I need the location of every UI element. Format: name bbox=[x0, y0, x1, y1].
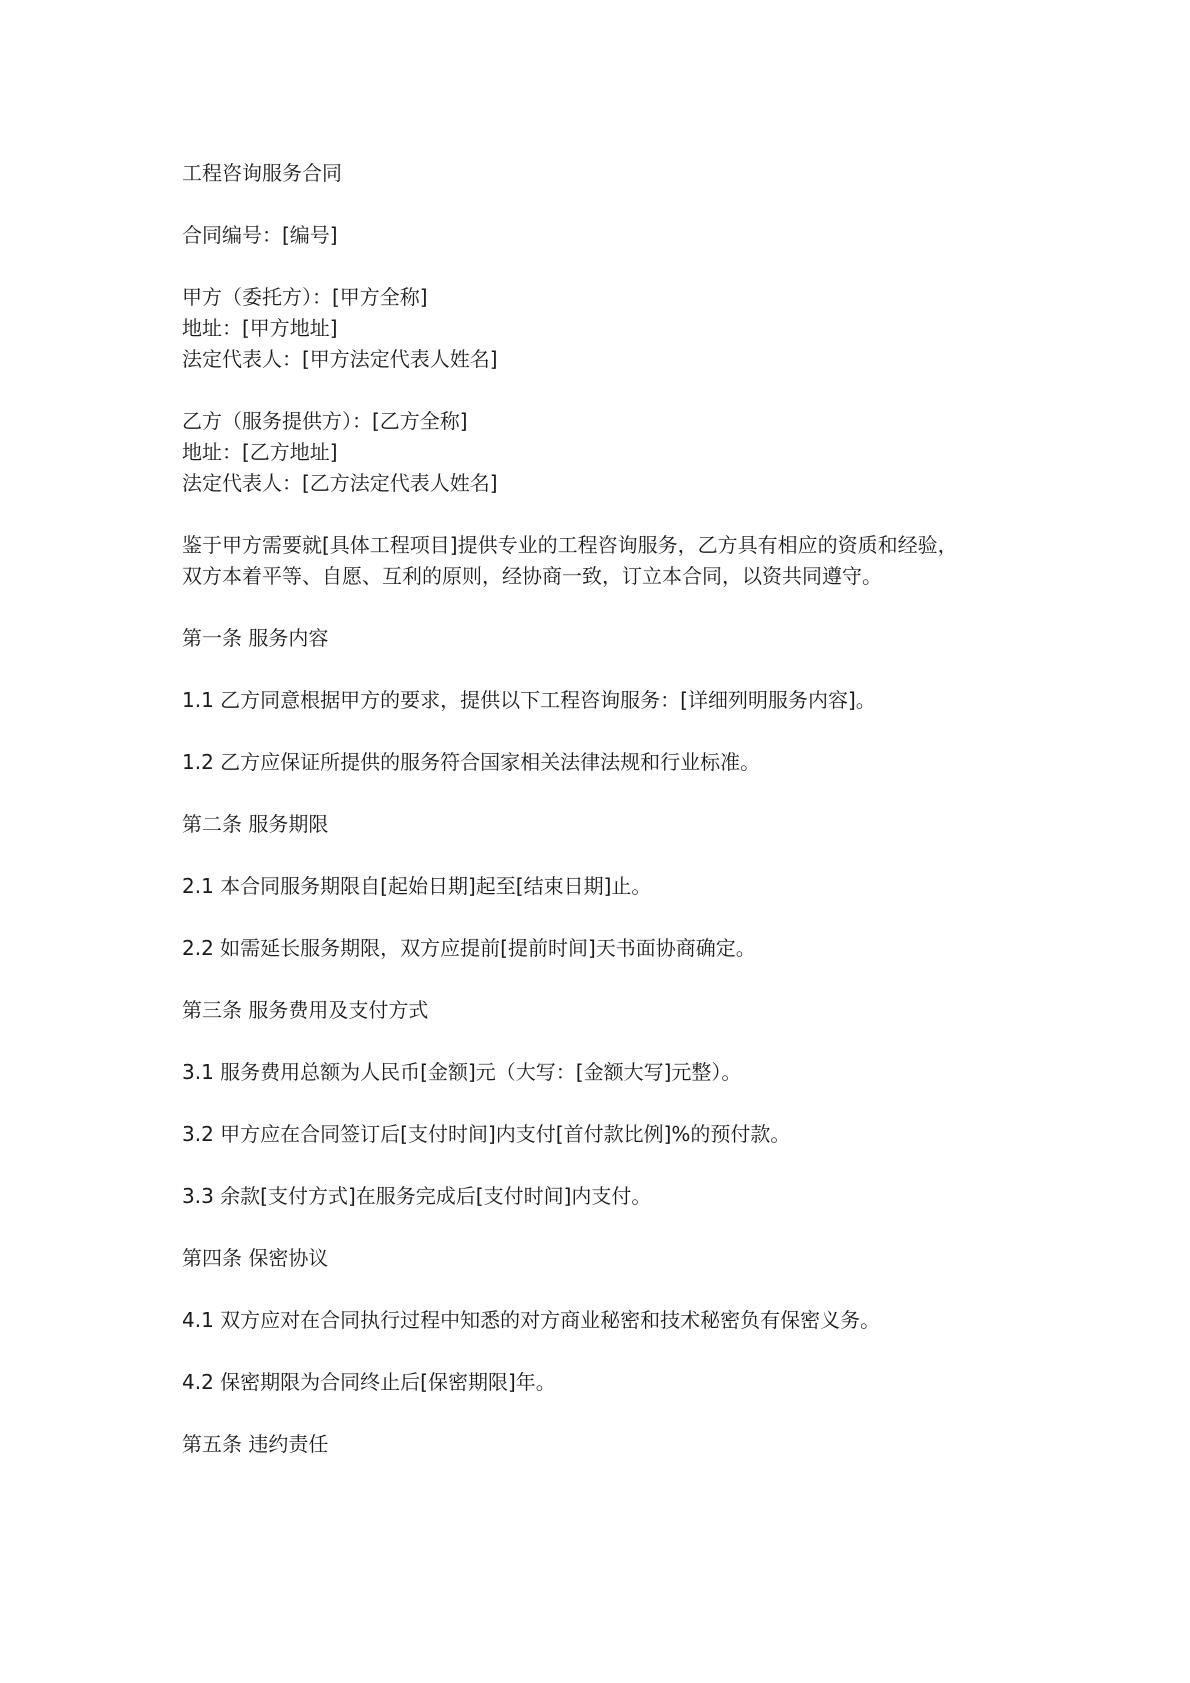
article-heading: 第三条 服务费用及支付方式 bbox=[182, 998, 429, 1022]
clause-text: 4.2 保密期限为合同终止后[保密期限]年。 bbox=[182, 1370, 556, 1394]
party-b-address: 地址：[乙方地址] bbox=[182, 440, 338, 464]
article-heading: 第五条 违约责任 bbox=[182, 1432, 329, 1456]
party-a-name: 甲方（委托方）：[甲方全称] bbox=[182, 285, 428, 309]
party-a-representative: 法定代表人：[甲方法定代表人姓名] bbox=[182, 347, 498, 371]
party-a-block bbox=[182, 282, 1042, 375]
clause-text: 3.1 服务费用总额为人民币[金额]元（大写：[金额大写]元整）。 bbox=[182, 1060, 742, 1084]
clause-text: 1.1 乙方同意根据甲方的要求，提供以下工程咨询服务：[详细列明服务内容]。 bbox=[182, 688, 876, 712]
clause-text: 3.3 余款[支付方式]在服务完成后[支付时间]内支付。 bbox=[182, 1184, 652, 1208]
article-heading: 第四条 保密协议 bbox=[182, 1246, 329, 1270]
article-heading: 第二条 服务期限 bbox=[182, 812, 329, 836]
clause-text: 1.2 乙方应保证所提供的服务符合国家相关法律法规和行业标准。 bbox=[182, 750, 761, 774]
clause-text: 4.1 双方应对在合同执行过程中知悉的对方商业秘密和技术秘密负有保密义务。 bbox=[182, 1308, 881, 1332]
clause-text: 3.2 甲方应在合同签订后[支付时间]内支付[首付款比例]%的预付款。 bbox=[182, 1122, 791, 1146]
party-b-name: 乙方（服务提供方）：[乙方全称] bbox=[182, 409, 468, 433]
party-a-address: 地址：[甲方地址] bbox=[182, 316, 338, 340]
clause-text: 2.1 本合同服务期限自[起始日期]起至[结束日期]止。 bbox=[182, 874, 652, 898]
preamble-line: 鉴于甲方需要就[具体工程项目]提供专业的工程咨询服务，乙方具有相应的资质和经验， bbox=[182, 533, 958, 557]
preamble-paragraph bbox=[182, 530, 1042, 592]
contract-number: 合同编号：[编号] bbox=[182, 223, 338, 247]
clause-text: 2.2 如需延长服务期限，双方应提前[提前时间]天书面协商确定。 bbox=[182, 936, 756, 960]
contract-page bbox=[182, 158, 1042, 1491]
party-b-representative: 法定代表人：[乙方法定代表人姓名] bbox=[182, 471, 498, 495]
document-title: 工程咨询服务合同 bbox=[182, 161, 342, 185]
party-b-block bbox=[182, 406, 1042, 499]
preamble-line: 双方本着平等、自愿、互利的原则，经协商一致，订立本合同，以资共同遵守。 bbox=[182, 564, 882, 588]
article-heading: 第一条 服务内容 bbox=[182, 626, 329, 650]
